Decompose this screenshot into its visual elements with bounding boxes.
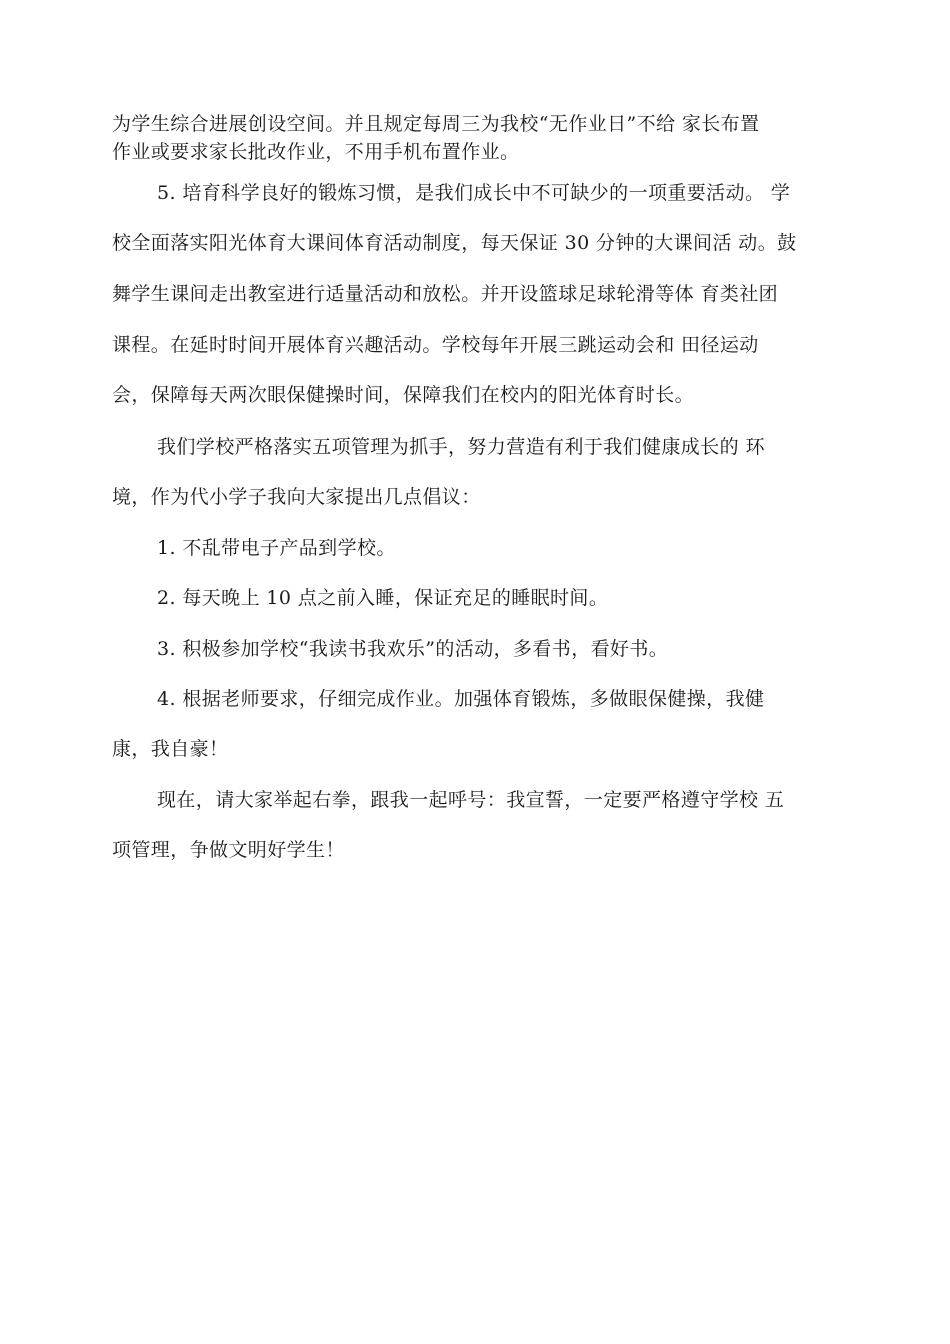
- paragraph-line: 5. 培育科学良好的锻炼习惯，是我们成长中不可缺少的一项重要活动。 学: [157, 182, 791, 204]
- paragraph-line: 我们学校严格落实五项管理为抓手，努力营造有利于我们健康成长的 环: [157, 436, 765, 458]
- paragraph-line: 现在，请大家举起右拳，跟我一起呼号：我宣誓，一定要严格遵守学校 五: [157, 789, 785, 811]
- proposal-item: 康，我自豪！: [112, 738, 229, 760]
- paragraph-line: 校全面落实阳光体育大课间体育活动制度，每天保证 30 分钟的大课间活 动。鼓: [112, 232, 797, 254]
- proposal-item: 3. 积极参加学校“我读书我欢乐”的活动，多看书，看好书。: [157, 638, 669, 660]
- proposal-item: 1. 不乱带电子产品到学校。: [157, 537, 396, 559]
- paragraph-line: 境，作为代小学子我向大家提出几点倡议：: [112, 486, 481, 508]
- paragraph-line: 为学生综合进展创设空间。并且规定每周三为我校“无作业日”不给 家长布置: [112, 113, 760, 135]
- proposal-item: 2. 每天晚上 10 点之前入睡，保证充足的睡眠时间。: [157, 587, 609, 609]
- proposal-item: 4. 根据老师要求，仔细完成作业。加强体育锻炼，多做眼保健操，我健: [157, 688, 765, 710]
- paragraph-line: 会，保障每天两次眼保健操时间，保障我们在校内的阳光体育时长。: [112, 384, 695, 406]
- paragraph-line: 项管理，争做文明好学生！: [112, 839, 345, 861]
- paragraph-line: 课程。在延时时间开展体育兴趣活动。学校每年开展三跳运动会和 田径运动: [112, 334, 759, 356]
- paragraph-line: 舞学生课间走出教室进行适量活动和放松。并开设篮球足球轮滑等体 育类社团: [112, 283, 779, 305]
- paragraph-line: 作业或要求家长批改作业，不用手机布置作业。: [112, 141, 520, 163]
